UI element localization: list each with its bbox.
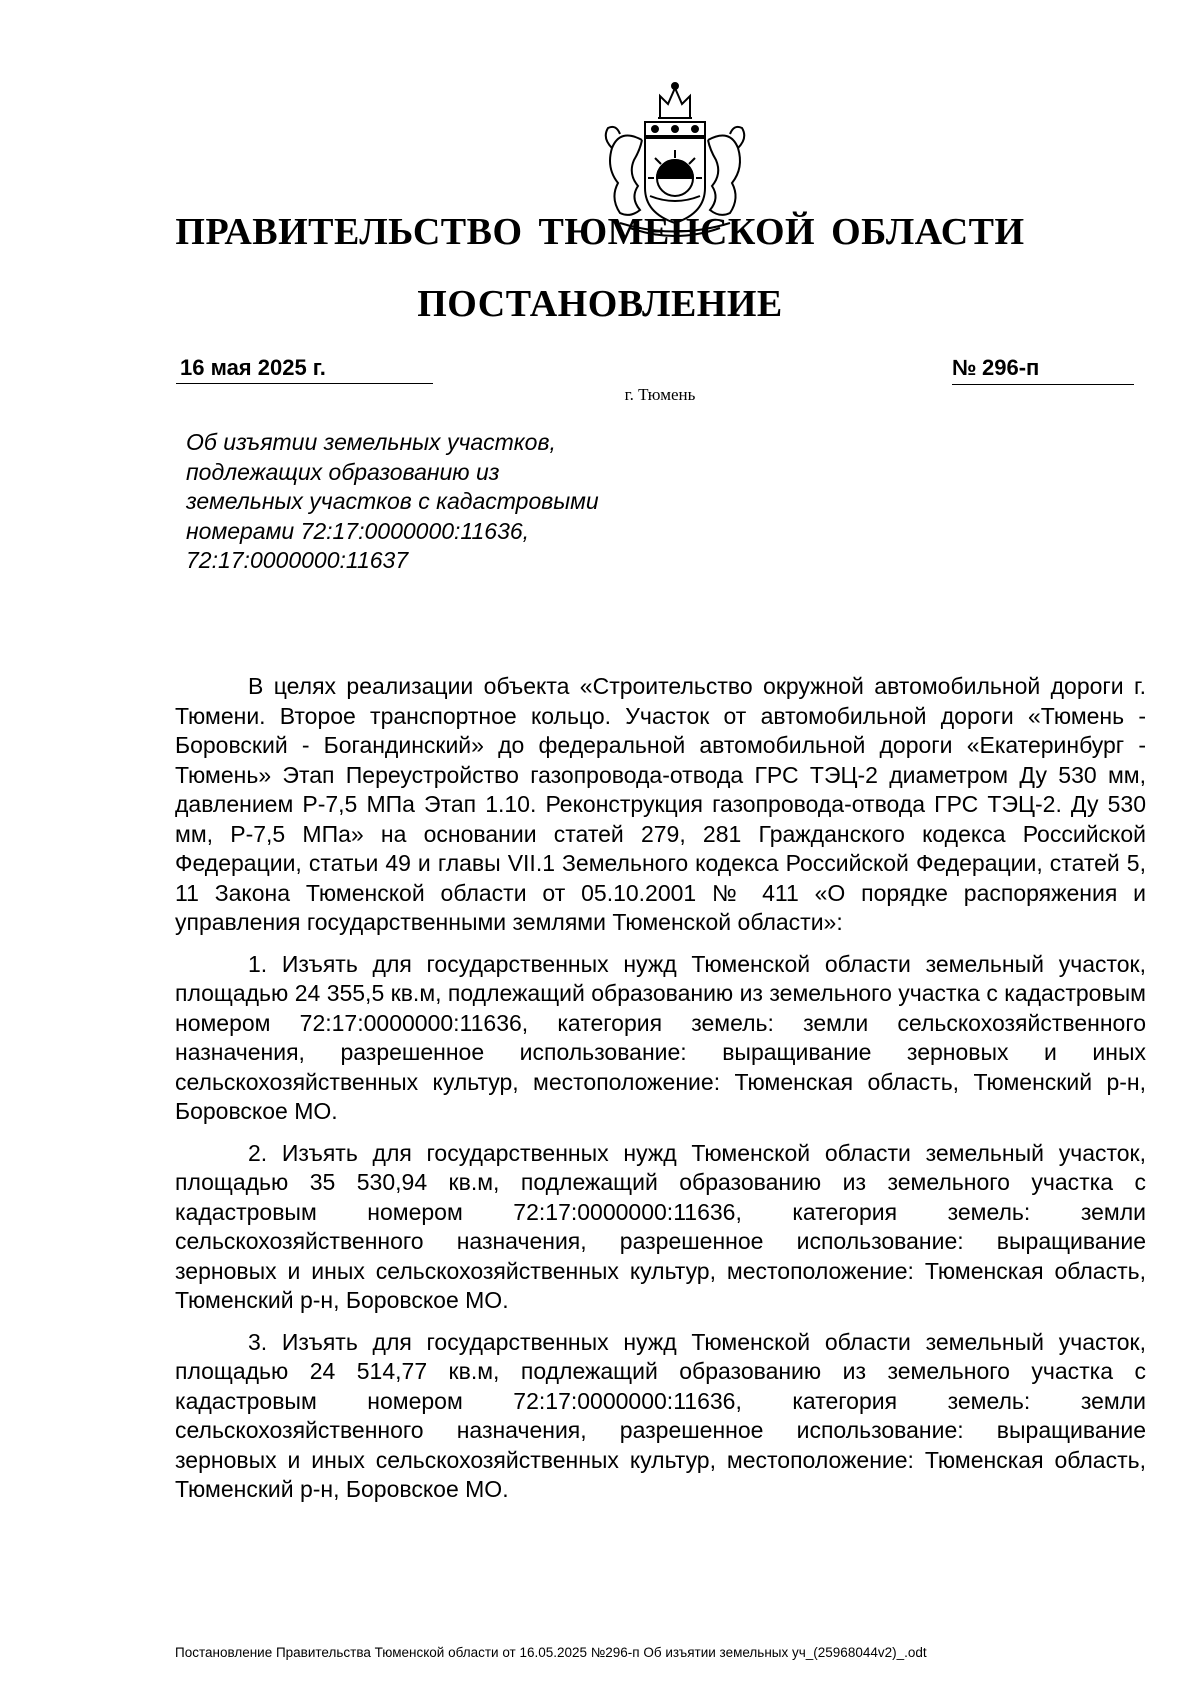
clause-paragraph: 2. Изъять для государственных нужд Тюменской области земельный участок, площадью 35 530,94 кв.м, подлежащий образованию из земельного участка с кадастровым номером 72:17:0000000:11636, категория земель: земли сельскохозяйственного назначения, разрешенное использование: выращивание зерновых и иных сельскохозяйственных культур, местоположение: Тюменская область, Тюменский р-н, Боровское МО. [175, 1139, 1146, 1313]
document-body [175, 672, 1146, 1517]
subject-line: Об изъятии земельных участков, [186, 429, 556, 455]
page-footer: Постановление Правительства Тюменской области от 16.05.2025 №296-п Об изъятии земельных уч_(25968044v2)_.odt [175, 1645, 927, 1660]
subject-line: подлежащих образованию из [186, 458, 500, 485]
clause-paragraph: 1. Изъять для государственных нужд Тюменской области земельный участок, площадью 24 355,5 кв.м, подлежащий образованию из земельного участка с кадастровым номером 72:17:0000000:11636, категория земель: земли сельскохозяйственного назначения, разрешенное использование: выращивание зерновых и иных сельскохозяйственных культур, местоположение: Тюменская область, Тюменский р-н, Боровское МО. [175, 950, 1146, 1124]
document-number-field [952, 354, 1134, 385]
subject-line: земельных участков с кадастровыми [186, 488, 599, 514]
document-subject [186, 428, 746, 576]
clause-paragraph: 3. Изъять для государственных нужд Тюменской области земельный участок, площадью 24 514,77 кв.м, подлежащий образованию из земельного участка с кадастровым номером 72:17:0000000:11636, категория земель: земли сельскохозяйственного назначения, разрешенное использование: выращивание зерновых и иных сельскохозяйственных культур, местоположение: Тюменская область, Тюменский р-н, Боровское МО. [175, 1328, 1146, 1502]
document-number: 296-п [982, 355, 1040, 380]
subject-line: 72:17:0000000:11637 [186, 547, 409, 573]
document-city: г. Тюмень [624, 385, 696, 404]
organization-title: ПРАВИТЕЛЬСТВО ТЮМЕНСКОЙ ОБЛАСТИ [175, 211, 1025, 253]
preamble-paragraph: В целях реализации объекта «Строительство окружной автомобильной дороги г. Тюмени. Второе транспортное кольцо. Участок от автомобильной дороги «Тюмень - Боровский - Богандинский» до федеральной автомобильной дороги «Екатеринбург - Тюмень» Этап Переустройство газопровода-отвода ГРС ТЭЦ-2 диаметром Ду 530 мм, давлением Р-7,5 МПа Этап 1.10. Реконструкция газопровода-отвода ГРС ТЭЦ-2. Ду 530 мм, Р-7,5 МПа» на основании статей 279, 281 Гражданского кодекса Российской Федерации, статьи 49 и главы VII.1 Земельного кодекса Российской Федерации, статей 5, 11 Закона Тюменской области от 05.10.2001 № 411 «О порядке распоряжения и управления государственными землями Тюменской области»: [175, 673, 1146, 935]
number-sign: № [952, 355, 977, 380]
document-type-title: ПОСТАНОВЛЕНИЕ [417, 283, 783, 325]
document-date: 16 мая 2025 г. [176, 354, 433, 384]
subject-line: номерами 72:17:0000000:11636, [186, 517, 530, 544]
